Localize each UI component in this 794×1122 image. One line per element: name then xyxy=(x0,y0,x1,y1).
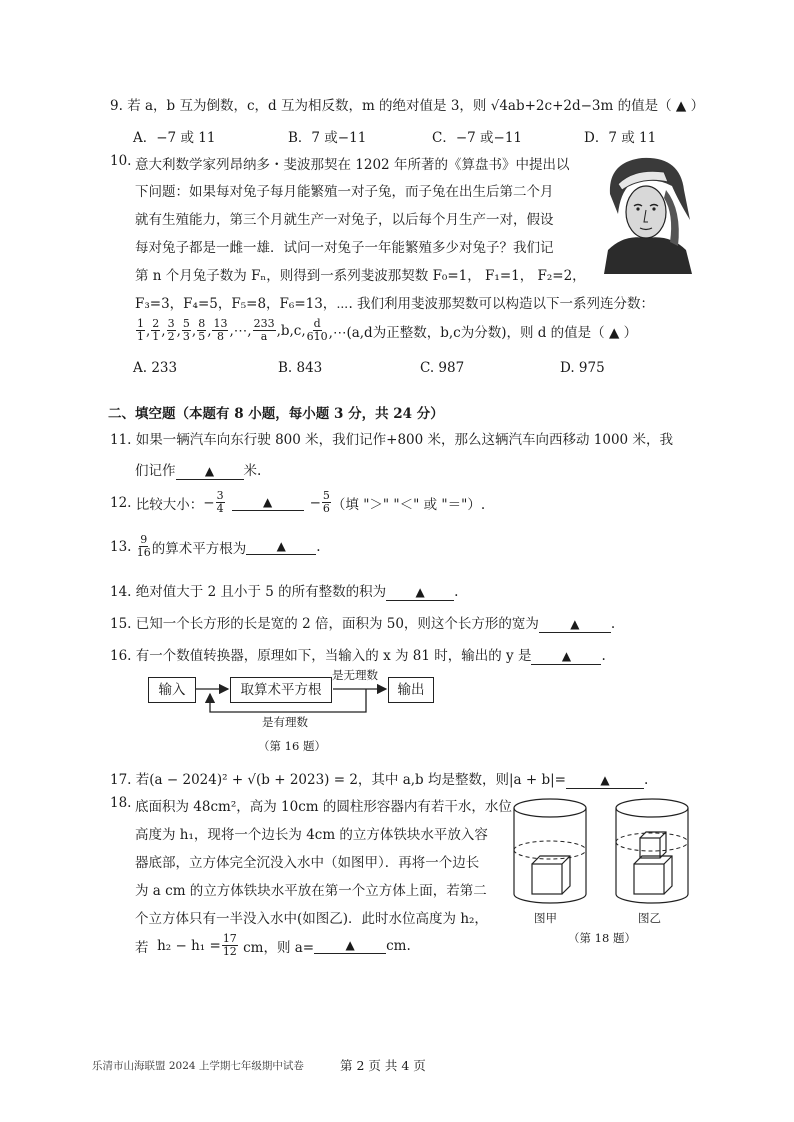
process-box: 取算术平方根 xyxy=(230,677,332,703)
question-18-last-line xyxy=(135,933,411,958)
answer-blank[interactable] xyxy=(539,616,611,633)
question-number: 15. xyxy=(110,616,132,632)
answer-blank[interactable] xyxy=(232,494,304,511)
question-14 xyxy=(110,580,458,601)
sequence-text: ,b,c, xyxy=(276,322,306,339)
fraction: $\frac{3}{4}$ xyxy=(216,489,224,515)
question-text: 的算术平方根为 xyxy=(151,540,247,557)
footer-exam-title: 乐清市山海联盟 2024 上学期七年级期中试卷 xyxy=(92,1060,304,1072)
question-11-line2 xyxy=(135,459,261,480)
question-line: 器底部，立方体完全沉没入水中（如图甲）．再将一个边长 xyxy=(135,855,480,871)
input-box: 输入 xyxy=(148,677,196,703)
answer-blank[interactable] xyxy=(386,584,454,601)
option-d: D. 975 xyxy=(560,360,605,376)
answer-marker: 的值是（ ▲ ） xyxy=(617,98,705,114)
question-text: 比较大小： xyxy=(135,496,204,513)
cylinder-figure-b xyxy=(616,799,688,903)
fraction: $\frac{d}{610}$ xyxy=(306,317,328,343)
question-line: 高度为 h₁，现将一个边长为 4cm 的立方体铁块水平放入容 xyxy=(135,827,488,843)
answer-blank[interactable] xyxy=(246,538,316,555)
math-expression: √4ab+2c+2d−3m xyxy=(490,98,614,114)
figure-caption: （第 16 题） xyxy=(258,739,326,753)
fraction: $\frac{13}{8}$ xyxy=(213,317,228,343)
question-number: 13. xyxy=(110,538,132,555)
question-number: 12. xyxy=(110,494,132,511)
question-text: 若(a − 2024)² + √(b + 2023) = 2，其中 a,b 均是整数，则|a + b|= xyxy=(135,772,566,788)
punctuation: . xyxy=(610,616,616,632)
cylinder-figures xyxy=(506,794,696,910)
question-text: 如果一辆汽车向东行驶 800 米，我们记作+800 米，那么这辆汽车向西移动 1000 米，我 xyxy=(135,432,673,448)
question-number: 10. xyxy=(110,153,132,169)
fraction: $\frac{3}{2}$ xyxy=(167,317,175,343)
option-b: B. 843 xyxy=(278,360,323,376)
math-expression: h₂ − h₁ = xyxy=(157,937,221,954)
punctuation: . xyxy=(644,772,649,788)
option-a: A. 233 xyxy=(133,360,178,376)
question-17 xyxy=(110,768,648,789)
ellipsis: ,⋯, xyxy=(229,322,252,339)
output-box: 输出 xyxy=(388,677,434,703)
question-9 xyxy=(110,94,704,114)
cylinder-figure-a xyxy=(514,799,586,903)
question-11 xyxy=(110,428,673,448)
answer-marker: ▲ xyxy=(276,539,286,553)
question-number: 16. xyxy=(110,648,132,664)
page-number: 第 2 页 共 4 页 xyxy=(340,1058,426,1073)
question-line: 为 a cm 的立方体铁块水平放在第一个立方体上面，若第二 xyxy=(135,883,487,899)
question-15 xyxy=(110,612,615,633)
question-13 xyxy=(110,534,321,559)
figure-label-b: 图乙 xyxy=(638,911,661,925)
section-heading: 二、填空题（本题有 8 小题，每小题 3 分，共 24 分） xyxy=(108,406,444,422)
question-line: 意大利数学家列昂纳多・斐波那契在 1202 年所著的《算盘书》中提出以 xyxy=(135,157,570,173)
question-number: 18. xyxy=(110,795,132,811)
question-text: 已知一个长方形的长是宽的 2 倍，面积为 50，则这个长方形的宽为 xyxy=(135,616,539,632)
question-line: 下问题：如果每对兔子每月能繁殖一对子兔，而子兔在出生后第二个月 xyxy=(135,184,554,200)
question-text: cm，则 a= xyxy=(243,939,315,956)
option-c: C．−7 或−11 xyxy=(432,130,523,146)
question-16 xyxy=(110,644,606,665)
option-d: D．7 或 11 xyxy=(584,130,657,146)
question-number: 9. xyxy=(110,98,123,114)
question-line: 第 n 个月兔子数为 Fₙ，则得到一系列斐波那契数 F₀=1， F₁=1， F₂=2， xyxy=(135,268,586,284)
figure-caption: （第 18 题） xyxy=(568,931,636,945)
answer-marker: ▲ xyxy=(415,585,425,599)
fraction: $\frac{2}{1}$ xyxy=(152,317,160,343)
figure-label-a: 图甲 xyxy=(534,911,557,925)
fraction: $\frac{5}{6}$ xyxy=(322,489,330,515)
answer-blank[interactable] xyxy=(531,648,601,665)
option-c: C. 987 xyxy=(420,360,465,376)
question-text: 若 a，b 互为倒数，c，d 互为相反数，m 的绝对值是 3，则 xyxy=(127,98,487,114)
question-line: 底面积为 48cm²，高为 10cm 的圆柱形容器内有若干水，水位 xyxy=(135,799,512,815)
answer-blank[interactable] xyxy=(176,463,244,480)
question-number: 14. xyxy=(110,584,132,600)
option-a: A．−7 或 11 xyxy=(133,130,216,146)
fraction: $\frac{1}{1}$ xyxy=(137,317,144,343)
irrational-label: 是无理数 xyxy=(332,668,378,682)
answer-marker: ▲ xyxy=(262,495,273,509)
answer-marker: ▲ xyxy=(570,617,580,631)
punctuation: . xyxy=(454,584,459,600)
answer-blank[interactable] xyxy=(566,772,644,789)
fraction: $\frac{9}{16}$ xyxy=(136,533,151,559)
answer-blank[interactable] xyxy=(314,937,386,954)
fraction: $\frac{17}{12}$ xyxy=(222,932,237,958)
question-line: F₃=3，F₄=5，F₅=8，F₆=13，⋯. 我们利用斐波那契数可以构造以下一系列连分数： xyxy=(135,296,655,312)
question-text: 有一个数值转换器，原理如下，当输入的 x 为 81 时，输出的 y 是 xyxy=(135,648,532,664)
question-text: ,⋯(a,d为正整数，b,c为分数)，则 d 的值是（ ▲ ） xyxy=(328,324,638,341)
question-number: 11. xyxy=(110,432,132,448)
question-text: 米. xyxy=(243,463,262,479)
answer-marker: ▲ xyxy=(345,938,355,952)
punctuation: . xyxy=(601,648,606,664)
question-line: 就有生殖能力，第三个月就生产一对兔子，以后每个月生产一对，假设 xyxy=(135,212,554,228)
punctuation: . xyxy=(316,538,321,555)
answer-marker: ▲ xyxy=(561,649,572,663)
question-line: 每对兔子都是一雌一雄．试问一对兔子一年能繁殖多少对兔子？我们记 xyxy=(135,240,554,256)
question-text: （填 "＞" "＜" 或 "＝"）. xyxy=(331,496,486,513)
question-number: 17. xyxy=(110,772,132,788)
rational-label: 是有理数 xyxy=(262,715,308,729)
fraction: $\frac{233}{a}$ xyxy=(253,317,275,343)
question-text: 们记作 xyxy=(135,463,176,479)
question-text: cm. xyxy=(386,937,411,954)
answer-marker: ▲ xyxy=(204,464,215,478)
option-b: B．7 或−11 xyxy=(288,130,367,146)
question-text: 绝对值大于 2 且小于 5 的所有整数的积为 xyxy=(135,584,387,600)
fibonacci-portrait-image xyxy=(594,150,698,274)
question-text: 若 xyxy=(135,939,149,956)
question-12: 12. 比较大小： − $\frac{3}{4}$ ▲ − $\frac{5}{6}$ （填 "＞" "＜" 或 "＝"）. xyxy=(110,489,486,515)
fraction: $\frac{5}{3}$ xyxy=(182,317,190,343)
fraction: $\frac{8}{5}$ xyxy=(198,317,206,343)
answer-marker: ▲ xyxy=(600,773,610,787)
continued-fraction-sequence: $\frac{1}{1}$ , $\frac{2}{1}$ , $\frac{3}{2}$ , $\frac{5}{3}$ , $\frac{8}{5}$ , $\frac{13}{8}$ ,⋯, $\frac{233}{a}$ ,b,c, $\frac{d}{610}$ ,⋯(a,d为正整数，b,c为分数)，则 d 的值是（ ▲ ） xyxy=(137,317,638,343)
question-line: 个立方体只有一半没入水中(如图乙)．此时水位高度为 h₂， xyxy=(135,911,488,927)
